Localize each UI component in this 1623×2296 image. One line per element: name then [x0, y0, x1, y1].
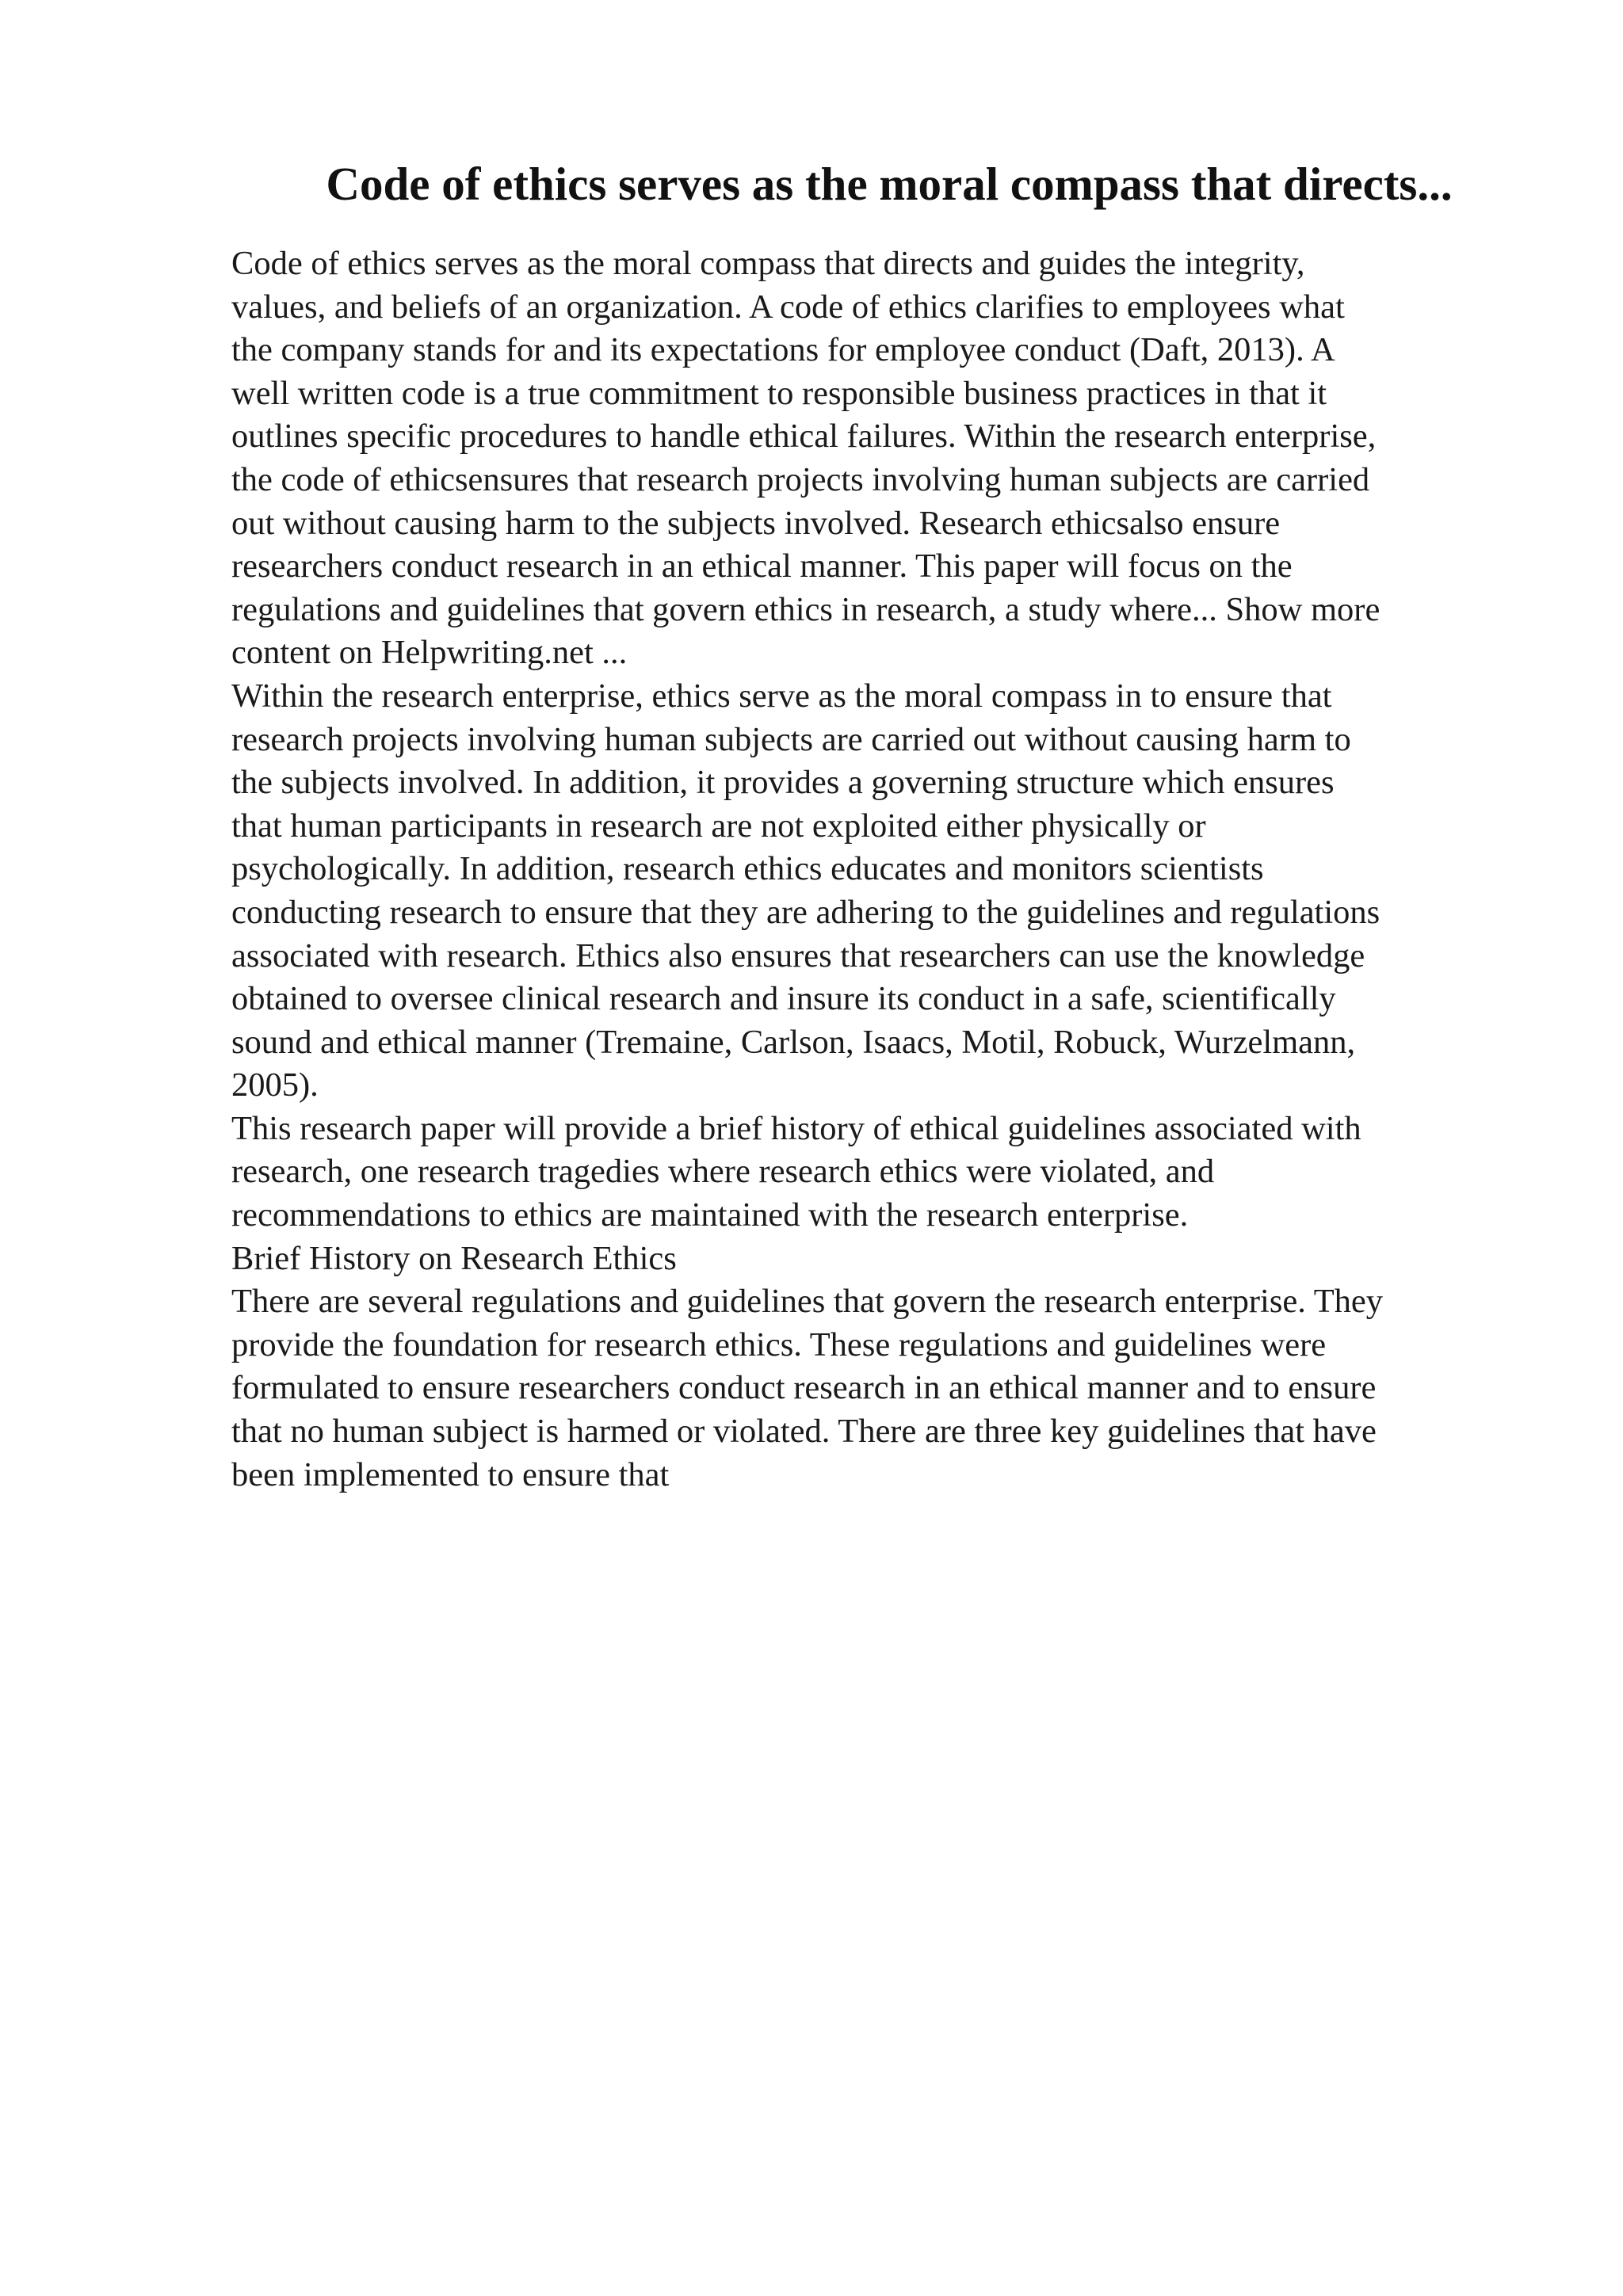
body-line: out without causing harm to the subjects involved. Research ethicsalso ensure — [231, 504, 1281, 542]
body-line: 2005). — [231, 1066, 319, 1104]
body-line: content on Helpwriting.net ... — [231, 634, 628, 672]
body-line: regulations and guidelines that govern ethics in research, a study where... Show more — [231, 590, 1381, 628]
body-line: researchers conduct research in an ethical manner. This paper will focus on the — [231, 547, 1293, 585]
body-line: sound and ethical manner (Tremaine, Carlson, Isaacs, Motil, Robuck, Wurzelmann, — [231, 1023, 1356, 1061]
body-line: conducting research to ensure that they are adhering to the guidelines and regulations — [231, 893, 1381, 931]
body-line: Code of ethics serves as the moral compass that directs and guides the integrity, — [231, 245, 1305, 282]
body-line: that no human subject is harmed or violated. There are three key guidelines that have — [231, 1413, 1377, 1451]
body-line: formulated to ensure researchers conduct research in an ethical manner and to ensure — [231, 1369, 1377, 1407]
body-line: the company stands for and its expectations for employee conduct (Daft, 2013). A — [231, 331, 1335, 369]
body-line: values, and beliefs of an organization. A code of ethics clarifies to employees what — [231, 288, 1345, 326]
body-line: provide the foundation for research ethics. These regulations and guidelines were — [231, 1325, 1327, 1363]
section-heading: Brief History on Research Ethics — [231, 1239, 677, 1277]
body-line: associated with research. Ethics also ensures that researchers can use the knowledge — [231, 936, 1365, 974]
body-line: recommendations to ethics are maintained with the research enterprise. — [231, 1196, 1189, 1234]
body-line: research projects involving human subjects are carried out without causing harm to — [231, 720, 1351, 758]
body-line: research, one research tragedies where research ethics were violated, and — [231, 1153, 1215, 1191]
body-line: the subjects involved. In addition, it provides a governing structure which ensures — [231, 764, 1335, 802]
body-line: that human participants in research are not exploited either physically or — [231, 807, 1206, 845]
body-line: This research paper will provide a brief history of ethical guidelines associated with — [231, 1109, 1361, 1147]
body-line: well written code is a true commitment to responsible business practices in that it — [231, 374, 1327, 412]
body-line: obtained to oversee clinical research and insure its conduct in a safe, scientifically — [231, 980, 1336, 1018]
body-line: There are several regulations and guidelines that govern the research enterprise. They — [231, 1283, 1384, 1321]
body-line: outlines specific procedures to handle ethical failures. Within the research enterprise, — [231, 418, 1377, 456]
body-line: the code of ethicsensures that research projects involving human subjects are carried — [231, 460, 1370, 498]
body-line: psychologically. In addition, research ethics educates and monitors scientists — [231, 850, 1264, 888]
document-body — [231, 242, 1525, 1497]
document-title: Code of ethics serves as the moral compass that directs... — [326, 158, 1453, 210]
body-line: Within the research enterprise, ethics serve as the moral compass in to ensure that — [231, 677, 1332, 715]
body-line: been implemented to ensure that — [231, 1455, 670, 1493]
